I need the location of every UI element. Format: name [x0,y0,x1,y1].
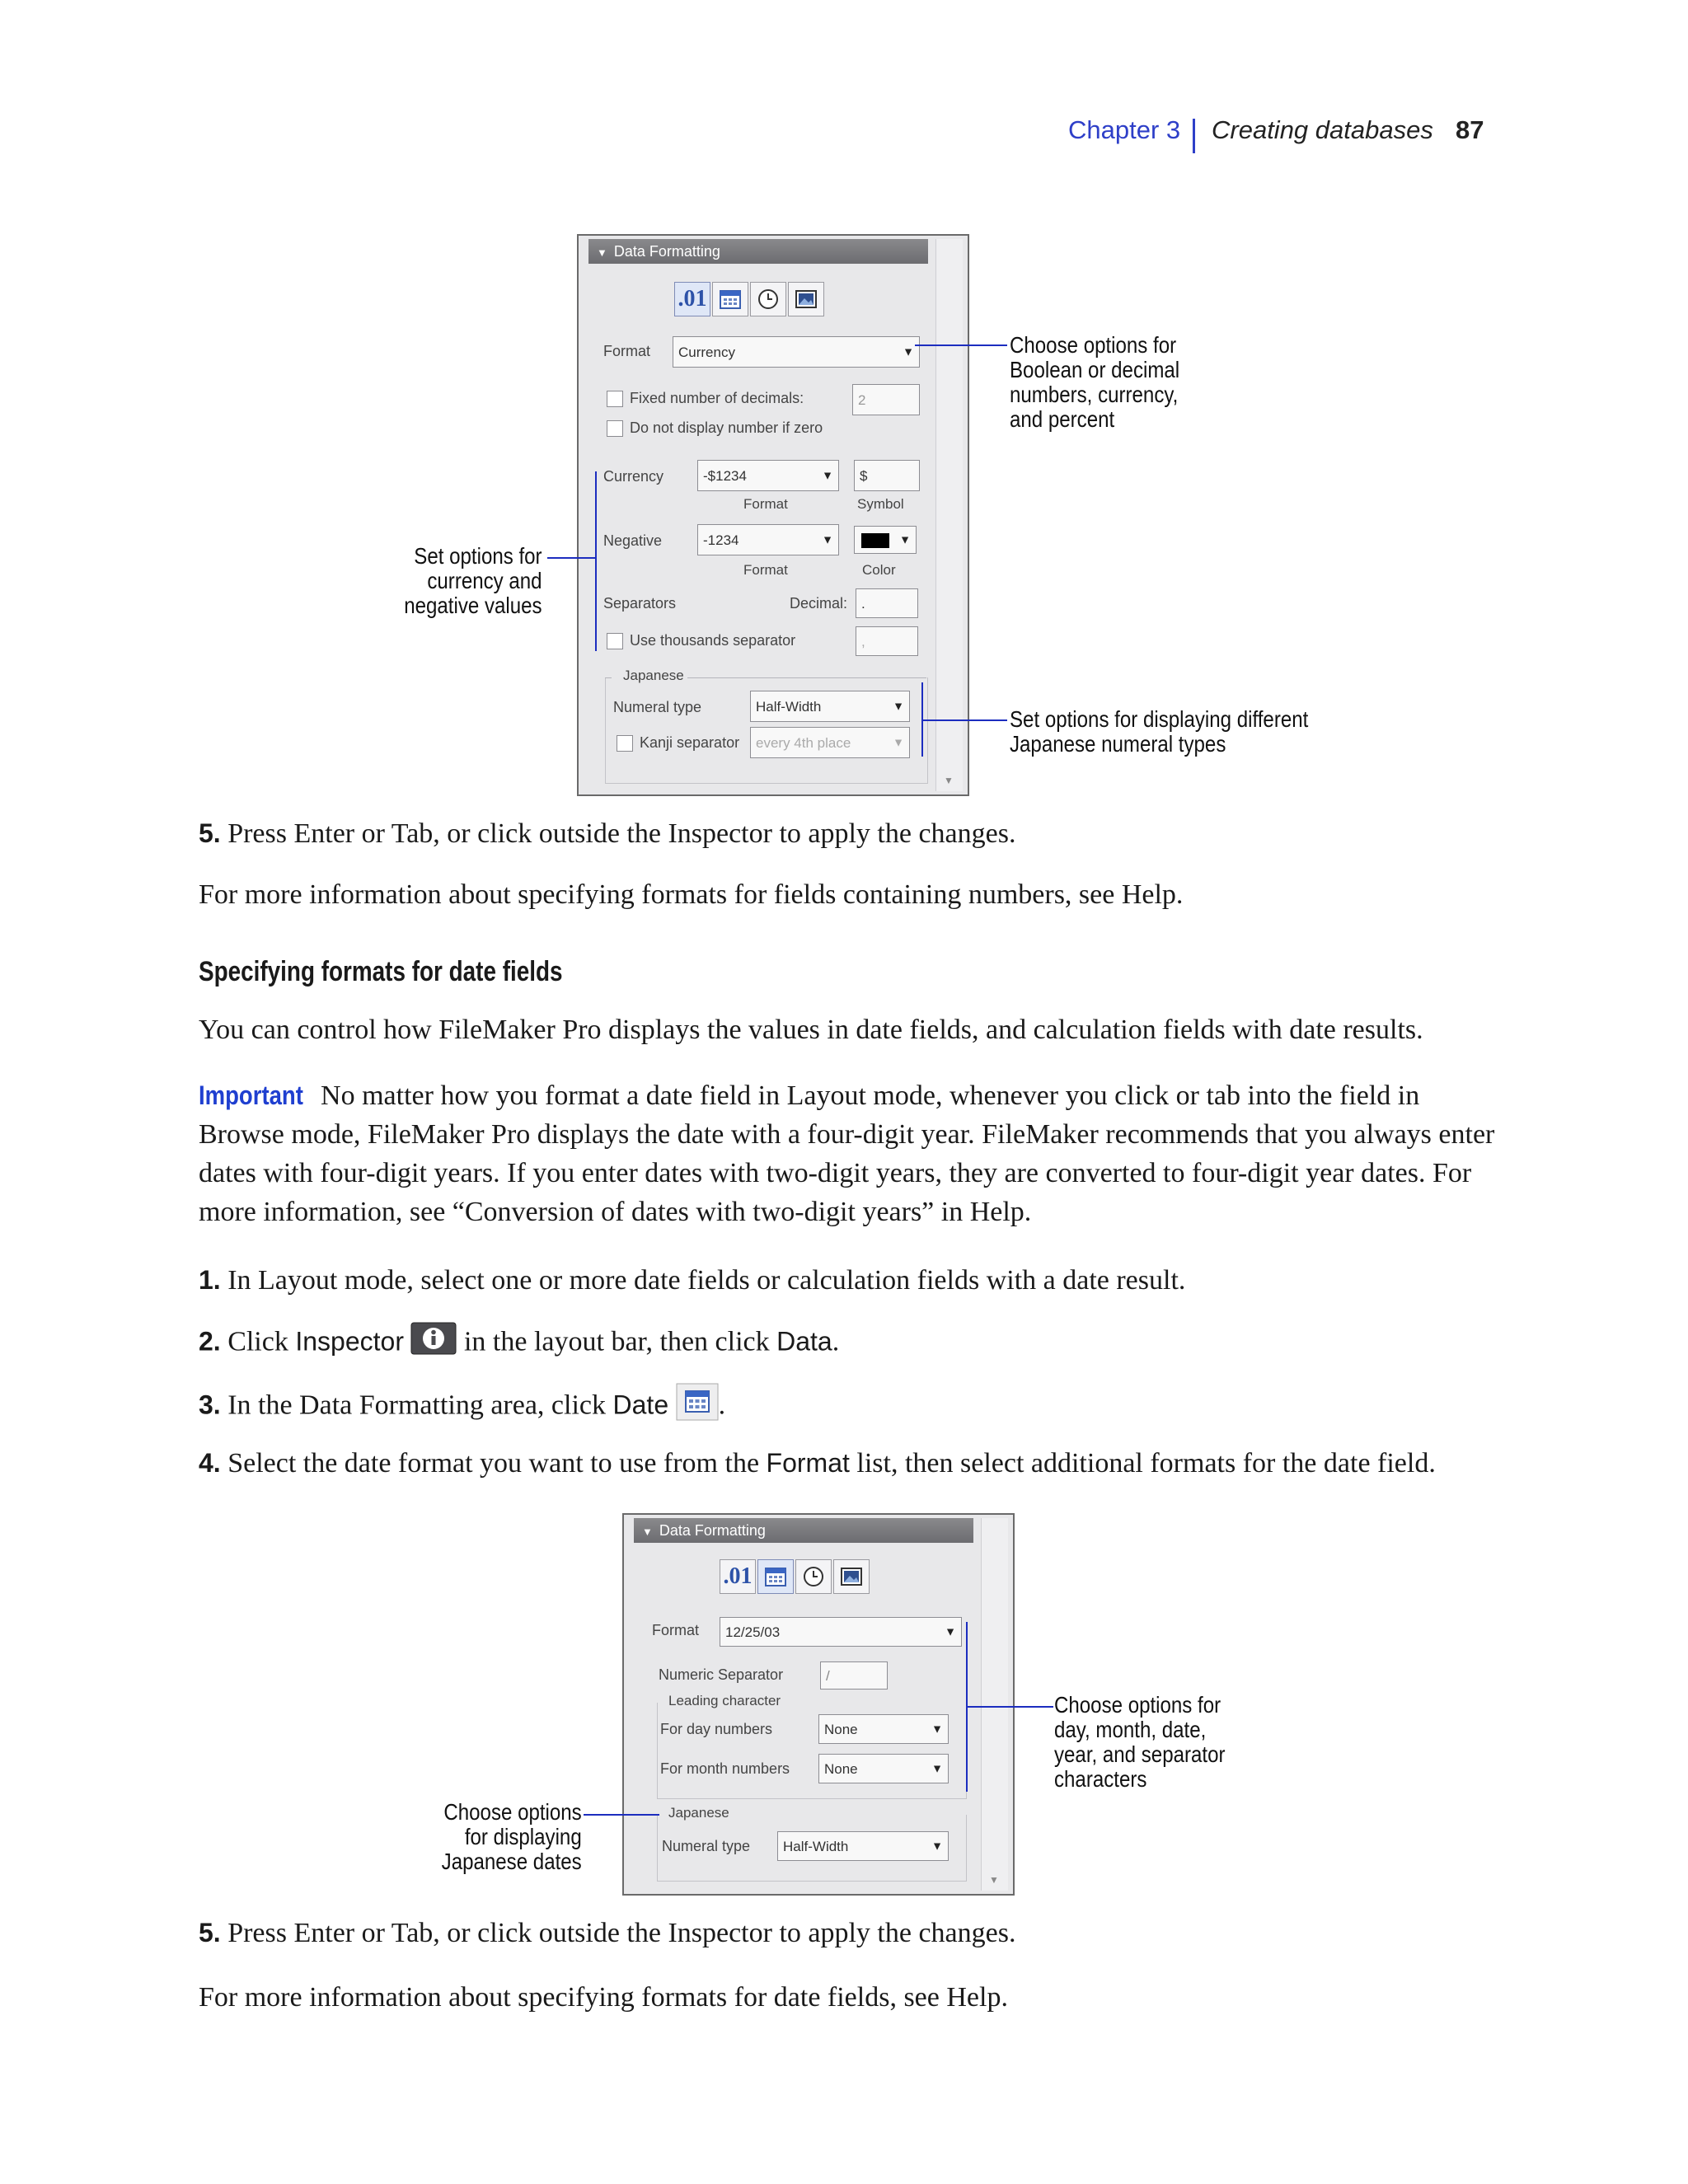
japanese-group-label: Japanese [620,668,687,684]
currency-format-dropdown[interactable]: -$1234 ▼ [697,460,839,491]
picture-icon [840,1566,863,1587]
thousands-separator-checkbox[interactable] [607,633,623,649]
chapter-label: Chapter 3 [1068,115,1181,144]
calendar-icon [719,288,742,310]
more-info-numbers: For more information about specifying formats for fields containing numbers, see Help. [199,879,1184,910]
numeral-type-label: Numeral type [662,1838,751,1854]
data-formatting-panel-date [622,1513,1015,1896]
format-label: Format [603,343,651,359]
step-2: 2. Click Inspector in the layout bar, then click Data. [199,1322,1501,1366]
color-caption: Color [862,562,896,578]
date-calendar-icon [676,1383,719,1432]
picture-icon [795,288,818,310]
callout-japanese-numerals: Set options for displaying different Japanese numeral types [1010,706,1309,757]
step-5-numbers: 5. Press Enter or Tab, or click outside the Inspector to apply the changes. [199,818,1016,849]
date-format-dropdown[interactable]: 12/25/03 ▼ [720,1617,962,1647]
decimal-label: Decimal: [790,595,848,612]
scrollbar[interactable] [981,1518,1008,1891]
no-zero-label: Do not display number if zero [630,419,823,436]
important-label: Important [199,1080,303,1110]
currency-label: Currency [603,468,664,485]
month-numbers-dropdown[interactable]: None ▼ [818,1754,949,1783]
step-3: 3. In the Data Formatting area, click Date . [199,1383,1501,1432]
clock-icon [757,288,780,311]
intro-paragraph: You can control how FileMaker Pro displays the values in date fields, and calculation fields with date results. [199,1015,1423,1045]
step-5-dates: 5. Press Enter or Tab, or click outside the Inspector to apply the changes. [199,1918,1016,1948]
graphic-format-tab[interactable] [833,1559,870,1594]
chapter-title: Creating databases [1212,115,1433,144]
inspector-icon [410,1322,457,1366]
callout-line-leading [966,1706,1053,1708]
section-heading: Specifying formats for date fields [199,956,563,987]
callout-date-options: Choose options for day, month, date, year, and separator characters [1054,1692,1226,1792]
disclosure-triangle-icon[interactable]: ▼ [597,246,607,259]
numeral-type-dropdown[interactable]: Half-Width ▼ [777,1831,949,1861]
calendar-icon [764,1566,787,1587]
scroll-down-arrow-icon[interactable]: ▼ [989,1874,999,1886]
callout-line-format [915,344,1007,346]
numeral-type-dropdown[interactable]: Half-Width ▼ [750,691,910,722]
format-dropdown[interactable]: Currency ▼ [673,336,920,368]
fixed-decimals-checkbox[interactable] [607,391,623,407]
day-numbers-label: For day numbers [660,1721,773,1737]
number-format-tab[interactable]: .01 [674,282,710,316]
disclosure-triangle-icon[interactable]: ▼ [642,1526,653,1538]
more-info-dates: For more information about specifying formats for date fields, see Help. [199,1982,1008,2013]
callout-line-japanese [921,719,1007,721]
leading-character-label: Leading character [665,1693,784,1709]
callout-japanese-dates: Choose options for displaying Japanese dates [441,1799,582,1874]
scroll-down-arrow-icon[interactable]: ▼ [944,775,954,786]
panel-title: Data Formatting [659,1522,766,1539]
symbol-caption: Symbol [857,496,904,512]
time-format-tab[interactable] [750,282,786,316]
negative-color-picker[interactable] [854,526,917,554]
kanji-separator-label: Kanji separator [640,734,740,751]
decimal-separator-input[interactable]: . [856,588,918,618]
callout-currency-options: Set options for currency and negative values [404,543,542,618]
header-divider [1193,119,1195,153]
panel-title-bar[interactable] [588,239,928,264]
panel-title-bar[interactable] [634,1518,973,1543]
date-format-tab[interactable] [712,282,748,316]
step-4: 4. Select the date format you want to use from the Format list, then select additional formats for the date field. [199,1448,1436,1479]
numeric-separator-input[interactable]: / [820,1661,888,1690]
day-numbers-dropdown[interactable]: None ▼ [818,1714,949,1744]
color-swatch [861,533,889,548]
number-format-tab[interactable]: .01 [720,1559,756,1594]
data-formatting-panel-number [577,234,969,796]
currency-symbol-input[interactable]: $ [854,460,920,491]
graphic-format-tab[interactable] [788,282,824,316]
page-number: 87 [1456,115,1484,144]
numeric-separator-label: Numeric Separator [659,1666,784,1683]
month-numbers-label: For month numbers [660,1760,790,1777]
format-label: Format [652,1622,700,1638]
callout-line-currency [547,557,597,559]
negative-format-dropdown[interactable]: -1234 ▼ [697,524,839,555]
numeral-type-label: Numeral type [613,699,702,715]
no-zero-checkbox[interactable] [607,420,623,437]
callout-format-options: Choose options for Boolean or decimal numbers, currency, and percent [1010,332,1180,432]
thousands-separator-label: Use thousands separator [630,632,796,649]
callout-line-japanese-dates [584,1814,659,1816]
negative-label: Negative [603,532,663,549]
currency-format-caption: Format [743,496,788,512]
scrollbar[interactable] [935,239,963,791]
clock-icon [802,1565,825,1588]
negative-format-caption: Format [743,562,788,578]
thousands-separator-input[interactable]: , [856,626,918,656]
japanese-group-label: Japanese [665,1805,733,1821]
time-format-tab[interactable] [795,1559,832,1594]
separators-label: Separators [603,595,677,612]
callout-bracket-currency [595,471,597,651]
panel-title: Data Formatting [613,243,720,260]
step-1: 1. In Layout mode, select one or more date fields or calculation fields with a date result. [199,1265,1186,1296]
decimals-input[interactable]: 2 [852,384,920,415]
important-note: Important No matter how you format a date field in Layout mode, whenever you click or tab into the field in Browse mode, FileMaker Pro displays the date with a four-digit year. FileMaker recommends that you always enter dates with four-digit years. If you enter dates with two-digit years, they are converted to four-digit year dates. For more information, see “Conversion of dates with two-digit years” in Help. [199,1076,1501,1231]
date-format-tab[interactable] [757,1559,794,1594]
kanji-separator-checkbox[interactable] [617,735,633,752]
kanji-separator-dropdown[interactable]: every 4th place ▼ [750,727,910,758]
fixed-decimals-label: Fixed number of decimals: [630,390,804,406]
